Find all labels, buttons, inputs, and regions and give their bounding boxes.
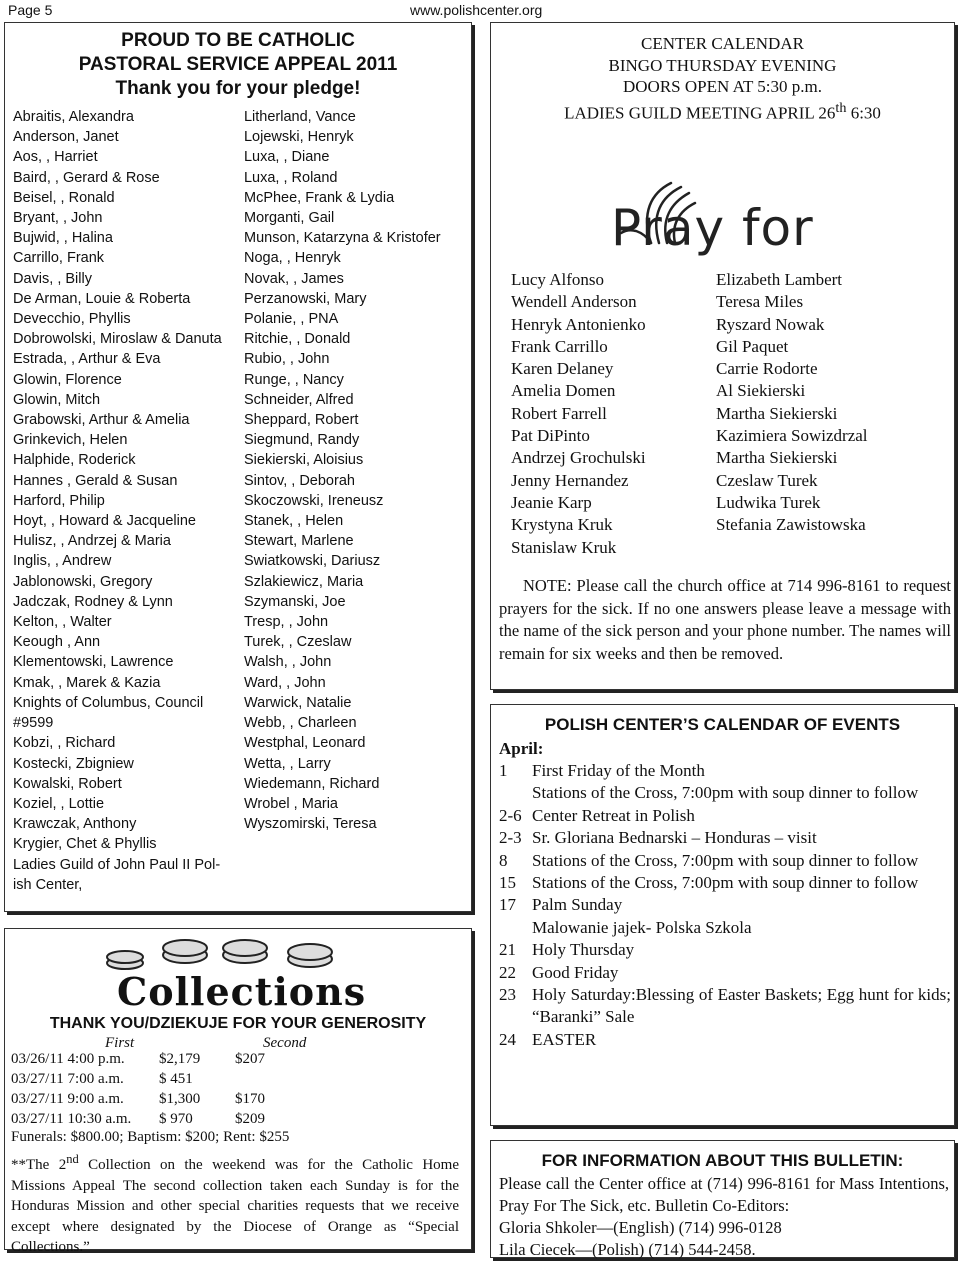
pledge-name: Jablonowski, Gregory — [13, 573, 153, 590]
pledge-name: Skoczowski, Ireneusz — [243, 492, 384, 509]
pledge-name: Siekierski, Aloisius — [243, 452, 364, 469]
pledge-name: Morganti, Gail — [243, 210, 335, 227]
pledge-name: Stanek, , Helen — [243, 513, 344, 530]
pledge-name: Ward, , John — [243, 674, 326, 691]
page-number: Page 5 — [8, 2, 53, 18]
guild-meeting-text: LADIES GUILD MEETING APRIL 26 — [564, 103, 836, 123]
collection-second: $209 — [235, 1111, 265, 1127]
pledge-name: Siegmund, Randy — [243, 432, 360, 449]
pray-name: Jeanie Karp — [511, 492, 592, 512]
second-collection-note — [11, 1149, 459, 1258]
column-first-label: First — [105, 1035, 135, 1051]
event-text: Stations of the Cross, 7:00pm with soup dinner to follow — [532, 850, 919, 870]
collection-first: $ 970 — [159, 1111, 193, 1127]
pray-for-title: Pray for — [611, 199, 814, 257]
pray-name: Czeslaw Turek — [716, 470, 818, 490]
event-day: 2-6 — [499, 805, 522, 825]
pray-names-col-1 — [511, 269, 716, 559]
coins-icon — [105, 937, 345, 973]
event-item — [499, 850, 951, 872]
event-item — [499, 872, 951, 894]
collections-logo: Collections — [117, 969, 367, 1014]
pledge-title — [5, 29, 471, 101]
pledge-name: Lojewski, Henryk — [243, 129, 354, 146]
pray-for-columns — [511, 269, 936, 559]
pledge-name: Bujwid, , Halina — [13, 230, 113, 247]
info-title: FOR INFORMATION ABOUT THIS BULLETIN: — [541, 1151, 904, 1170]
pledge-name: Munson, Katarzyna & Kristofer — [243, 230, 441, 247]
event-item — [499, 760, 951, 782]
calendar-line-2: BINGO THURSDAY EVENING — [608, 55, 837, 75]
pray-name: Karen Delaney — [511, 359, 614, 379]
pledge-name: Koziel, , Lottie — [13, 795, 105, 812]
pledge-name: Westphal, Leonard — [243, 735, 366, 752]
pledge-name: Perzanowski, Mary — [243, 290, 367, 307]
bulletin-info-box — [490, 1140, 955, 1258]
pledge-name: Kowalski, Robert — [13, 775, 122, 792]
collection-date: 03/26/11 4:00 p.m. — [11, 1051, 125, 1067]
collections-box — [4, 928, 472, 1255]
pledge-name: Klementowski, Lawrence — [13, 654, 174, 671]
pledge-name: #9599 — [13, 715, 54, 732]
pledge-title-line-1: PROUD TO BE CATHOLIC — [121, 30, 355, 51]
calendar-line-3: DOORS OPEN AT 5:30 p.m. — [623, 77, 822, 96]
collection-first: $2,179 — [159, 1051, 201, 1067]
pray-name: Pat DiPinto — [511, 426, 590, 446]
pray-name: Al Siekierski — [716, 381, 806, 401]
pledge-name: Glowin, Florence — [13, 371, 122, 388]
pray-name: Amelia Domen — [511, 381, 616, 401]
pledge-name: Polanie, , PNA — [243, 311, 339, 328]
event-day: 15 — [499, 873, 516, 893]
pledge-name: Szymanski, Joe — [243, 593, 346, 610]
events-month: April: — [499, 739, 544, 758]
pledge-name: Devecchio, Phyllis — [13, 311, 131, 328]
event-text: Stations of the Cross, 7:00pm with soup dinner to follow — [532, 873, 919, 893]
pledge-name: Wrobel , Maria — [243, 795, 338, 812]
pledge-name: Grinkevich, Helen — [13, 432, 128, 449]
pledge-title-line-3: Thank you for your pledge! — [115, 78, 361, 99]
pledge-names-right — [244, 107, 467, 895]
event-item — [499, 917, 951, 939]
pledge-name: Stewart, Marlene — [243, 533, 354, 550]
pledge-name: Hoyt, , Howard & Jacqueline — [13, 513, 196, 530]
event-day: 21 — [499, 940, 516, 960]
event-text: First Friday of the Month — [532, 761, 705, 780]
pledge-name: Krygier, Chet & Phyllis — [13, 836, 157, 853]
pledge-name: Inglis, , Andrew — [13, 553, 112, 570]
pray-name: Jenny Hernandez — [511, 470, 629, 490]
pledge-name: Bryant, , John — [13, 210, 103, 227]
collection-row — [11, 1109, 265, 1129]
pledge-name: Wyszomirski, Teresa — [243, 816, 377, 833]
fees-line: Funerals: $800.00; Baptism: $200; Rent: $255 — [11, 1129, 290, 1145]
pledge-name: Hannes , Gerald & Susan — [13, 472, 178, 489]
pledge-name: Noga, , Henryk — [243, 250, 341, 267]
pledge-name: Grabowski, Arthur & Amelia — [13, 412, 190, 429]
event-item — [499, 805, 951, 827]
collection-date: 03/27/11 9:00 a.m. — [11, 1091, 124, 1107]
events-title: POLISH CENTER’S CALENDAR OF EVENTS — [544, 715, 901, 734]
events-box — [490, 704, 955, 1126]
pledge-name: ish Center, — [13, 876, 83, 893]
pray-name: Krystyna Kruk — [511, 515, 613, 535]
pray-note: NOTE: Please call the church office at 714 996-8161 to request prayers for the sick. If no one answers please leave a message with the name of the sick person and your phone number. The names will remain for six weeks and then be removed. — [499, 576, 951, 663]
pledge-name: Knights of Columbus, Council — [13, 694, 204, 711]
event-item — [499, 962, 951, 984]
event-text: Sr. Gloriana Bednarski – Honduras – visit — [532, 828, 817, 848]
calendar-line-1: CENTER CALENDAR — [641, 34, 804, 53]
pledge-name: Walsh, , John — [243, 654, 332, 671]
pledge-name: Novak, , James — [243, 270, 344, 287]
pledge-name: Luxa, , Roland — [243, 169, 338, 186]
column-second-label: Second — [263, 1035, 307, 1051]
pledge-name: Kobzi, , Richard — [13, 735, 116, 752]
pledge-name: Davis, , Billy — [13, 270, 92, 287]
event-text: Holy Thursday — [532, 940, 635, 960]
pledge-name: Keough , Ann — [13, 634, 101, 651]
pray-name: Gil Paquet — [716, 336, 789, 356]
pledge-name: Wetta, , Larry — [243, 755, 331, 772]
collection-first: $1,300 — [159, 1091, 201, 1107]
info-line-2: Gloria Shkoler—(English) (714) 996-0128 — [499, 1218, 782, 1237]
event-text: Holy Saturday:Blessing of Easter Baskets; Egg hunt for kids; “Baranki” Sale — [532, 985, 951, 1027]
event-item — [499, 782, 951, 804]
pledge-name: Baird, , Gerard & Rose — [13, 169, 160, 186]
collection-second: $170 — [235, 1091, 265, 1107]
pray-name: Robert Farrell — [511, 403, 607, 423]
pledge-name: Anderson, Janet — [13, 129, 119, 146]
collection-row — [11, 1069, 235, 1089]
pray-name: Lucy Alfonso — [511, 270, 605, 289]
event-day: 2-3 — [499, 828, 522, 848]
event-item — [499, 1029, 951, 1051]
pledge-name: Rubio, , John — [243, 351, 330, 368]
pray-name: Martha Siekierski — [716, 448, 838, 468]
collection-date: 03/27/11 7:00 a.m. — [11, 1071, 124, 1087]
pledge-name: Sintov, , Deborah — [243, 472, 355, 489]
event-text: Center Retreat in Polish — [532, 805, 695, 825]
pledge-name: Turek, , Czeslaw — [243, 634, 352, 651]
pledge-name: Jadczak, Rodney & Lynn — [13, 593, 173, 610]
pledge-name: Carrillo, Frank — [13, 250, 105, 267]
pray-name: Wendell Anderson — [511, 292, 637, 312]
pledge-name: Ritchie, , Donald — [243, 331, 351, 348]
pledge-name: Estrada, , Arthur & Eva — [13, 351, 161, 368]
pledge-name: Kmak, , Marek & Kazia — [13, 674, 161, 691]
pledge-name: Ladies Guild of John Paul II Pol- — [13, 856, 221, 873]
info-line-3: Lila Ciecek—(Polish) (714) 544-2458. — [499, 1240, 756, 1259]
pledge-name: McPhee, Frank & Lydia — [243, 189, 395, 206]
guild-meeting-time: 6:30 — [846, 103, 881, 123]
pledge-name: Kelton, , Walter — [13, 614, 112, 631]
event-day: 1 — [499, 761, 508, 780]
pray-name: Martha Siekierski — [716, 403, 838, 423]
event-day: 24 — [499, 1029, 516, 1049]
info-body — [499, 1173, 949, 1261]
note-superscript: nd — [66, 1152, 79, 1166]
pray-name: Ludwika Turek — [716, 492, 821, 512]
events-list — [499, 760, 951, 1051]
collection-date: 03/27/11 10:30 a.m. — [11, 1111, 132, 1127]
pledge-name: Schneider, Alfred — [243, 391, 354, 408]
pray-name: Ryszard Nowak — [716, 314, 825, 334]
calendar-line-4 — [491, 98, 954, 124]
pledge-name: Luxa, , Diane — [243, 149, 330, 166]
info-line-1: Please call the Center office at (714) 996-8161 for Mass Intentions, Pray For The Sick, etc. Bulletin Co-Editors: — [499, 1174, 949, 1215]
pledge-name: Harford, Philip — [13, 492, 105, 509]
event-day: 8 — [499, 850, 508, 870]
pledge-name: Halphide, Roderick — [13, 452, 136, 469]
pray-name: Frank Carrillo — [511, 336, 608, 356]
calendar-heading — [491, 33, 954, 124]
event-text: Palm Sunday — [532, 895, 623, 915]
pledge-name: Dobrowolski, Miroslaw & Danuta — [13, 331, 222, 348]
pray-names-col-2 — [716, 269, 936, 559]
pledge-names-left — [13, 107, 238, 895]
pray-name: Carrie Rodorte — [716, 359, 818, 379]
pledge-name: Krawczak, Anthony — [13, 816, 137, 833]
event-text: Good Friday — [532, 962, 619, 982]
guild-meeting-superscript: th — [835, 99, 847, 116]
collection-first: $ 451 — [159, 1071, 193, 1087]
event-text: Stations of the Cross, 7:00pm with soup dinner to follow — [532, 783, 919, 803]
collection-second: $207 — [235, 1051, 265, 1067]
event-day — [499, 917, 532, 939]
pledge-name: Beisel, , Ronald — [13, 189, 115, 206]
event-item — [499, 894, 951, 916]
pledge-name: Kostecki, Zbigniew — [13, 755, 134, 772]
pray-name: Kazimiera Sowizdrzal — [716, 426, 868, 446]
event-day — [499, 782, 532, 804]
pledge-name: Webb, , Charleen — [243, 715, 357, 732]
website-url[interactable]: www.polishcenter.org — [410, 2, 543, 18]
event-text: EASTER — [532, 1029, 597, 1049]
pledge-name: Tresp, , John — [243, 614, 329, 631]
pledge-name: Litherland, Vance — [243, 109, 356, 125]
pray-name: Stefania Zawistowska — [716, 515, 866, 535]
collection-row — [11, 1049, 265, 1069]
collections-thanks: THANK YOU/DZIEKUJE FOR YOUR GENEROSITY — [49, 1015, 427, 1032]
event-item — [499, 939, 951, 961]
pledge-name: Hulisz, , Andrzej & Maria — [13, 533, 171, 550]
pledge-name: Warwick, Natalie — [243, 694, 352, 711]
pledge-name: Swiatkowski, Dariusz — [243, 553, 381, 570]
event-item — [499, 827, 951, 849]
event-text: Malowanie jajek- Polska Szkola — [532, 917, 752, 937]
pledge-name-columns — [9, 107, 467, 895]
pledge-name: Sheppard, Robert — [243, 412, 359, 429]
pledge-name: Abraitis, Alexandra — [13, 109, 134, 125]
collection-row — [11, 1089, 265, 1109]
note-text-start: **The 2 — [11, 1157, 67, 1173]
pledge-name: Szlakiewicz, Maria — [243, 573, 364, 590]
pledge-name: Aos, , Harriet — [13, 149, 98, 166]
event-day: 17 — [499, 895, 516, 915]
pledge-name: Wiedemann, Richard — [243, 775, 380, 792]
pledge-name: De Arman, Louie & Roberta — [13, 290, 191, 307]
pledge-name: Runge, , Nancy — [243, 371, 344, 388]
pray-name: Stanislaw Kruk — [511, 537, 617, 557]
event-day: 22 — [499, 962, 516, 982]
pledge-title-line-2: PASTORAL SERVICE APPEAL 2011 — [78, 54, 398, 75]
center-calendar-box — [490, 22, 955, 690]
pray-name: Andrzej Grochulski — [511, 448, 646, 468]
event-item — [499, 984, 951, 1029]
pray-name: Teresa Miles — [716, 292, 804, 312]
pray-name: Elizabeth Lambert — [716, 270, 843, 289]
event-day: 23 — [499, 985, 516, 1005]
pledge-box — [4, 22, 472, 912]
pray-name: Henryk Antonienko — [511, 314, 646, 334]
pledge-name: Glowin, Mitch — [13, 391, 101, 408]
note-text-rest: Collection on the weekend was for the Catholic Home Missions Appeal The second collection taken each Sunday is for the Honduras Mission and other special charities requests that we receive except where designated by the Diocese of Orange as “Special Collections.” — [11, 1157, 459, 1255]
